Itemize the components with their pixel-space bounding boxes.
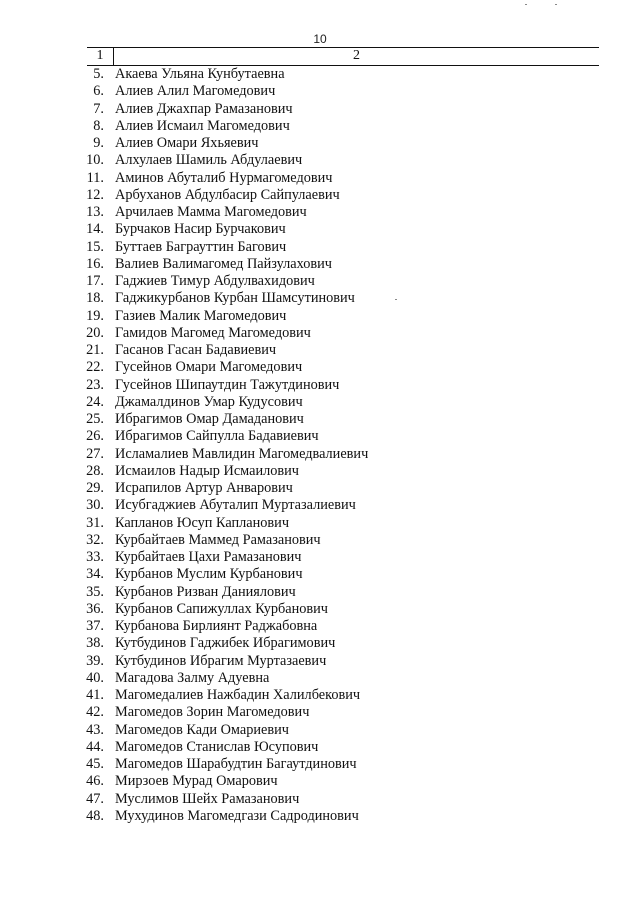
list-item bbox=[80, 515, 600, 532]
list-item-number: 24. bbox=[86, 393, 104, 410]
list-item bbox=[80, 584, 600, 601]
list-item bbox=[80, 204, 600, 221]
list-item bbox=[80, 239, 600, 256]
list-item-name: Исмаилов Надыр Исмаилович bbox=[115, 462, 299, 479]
list-item-name: Алхулаев Шамиль Абдулаевич bbox=[115, 152, 303, 169]
list-item-number: 40. bbox=[86, 669, 104, 686]
list-item bbox=[80, 118, 600, 135]
list-item-number: 23. bbox=[86, 376, 104, 393]
list-item-number: 31. bbox=[86, 514, 104, 531]
list-item-name: Валиев Валимагомед Пайзулахович bbox=[115, 255, 333, 272]
list-item bbox=[80, 463, 600, 480]
list-item-name: Гаджикурбанов Курбан Шамсутинович bbox=[115, 290, 355, 307]
list-item-number: 26. bbox=[86, 428, 104, 445]
list-item-number: 22. bbox=[86, 359, 104, 376]
table-header-column-number: 1 bbox=[96, 48, 104, 63]
list-item-number: 38. bbox=[86, 635, 104, 652]
list-item-name: Джамалдинов Умар Кудусович bbox=[115, 393, 303, 410]
list-item-name: Исрапилов Артур Анварович bbox=[115, 480, 293, 497]
list-item-number: 36. bbox=[86, 600, 104, 617]
list-item-name: Аминов Абуталиб Нурмагомедович bbox=[115, 169, 333, 186]
list-item bbox=[80, 359, 600, 376]
list-item-number: 13. bbox=[86, 204, 104, 221]
list-item-name: Магадова Залму Адуевна bbox=[115, 669, 270, 686]
list-item-number: 6. bbox=[93, 83, 104, 100]
list-item bbox=[80, 653, 600, 670]
list-item bbox=[80, 394, 600, 411]
list-item bbox=[80, 221, 600, 238]
list-item-number: 33. bbox=[86, 549, 104, 566]
list-item bbox=[80, 532, 600, 549]
list-item bbox=[80, 83, 600, 100]
table-header-column-name: 2 bbox=[353, 48, 360, 63]
list-item bbox=[80, 601, 600, 618]
list-item-number: 19. bbox=[86, 307, 104, 324]
list-item-name: Арчилаев Мамма Магомедович bbox=[115, 204, 307, 221]
list-item-number: 39. bbox=[86, 652, 104, 669]
list-item bbox=[80, 308, 600, 325]
list-item-number: 41. bbox=[86, 687, 104, 704]
list-item-number: 8. bbox=[93, 117, 104, 134]
list-item-number: 28. bbox=[86, 462, 104, 479]
list-item-name: Гамидов Магомед Магомедович bbox=[115, 324, 311, 341]
list-item-name: Курбанов Сапижуллах Курбанович bbox=[115, 600, 329, 617]
list-item bbox=[80, 187, 600, 204]
list-item bbox=[80, 722, 600, 739]
list-item-name: Курбайтаев Маммед Рамазанович bbox=[115, 531, 321, 548]
list-item bbox=[80, 549, 600, 566]
list-item-name: Акаева Ульяна Кунбутаевна bbox=[115, 66, 285, 83]
list-item-number: 35. bbox=[86, 583, 104, 600]
list-item bbox=[80, 377, 600, 394]
list-item-name: Магомедов Кади Омариевич bbox=[115, 721, 289, 738]
list-item-name: Кутбудинов Ибрагим Муртазаевич bbox=[115, 652, 327, 669]
list-item-name: Арбуханов Абдулбасир Сайпулаевич bbox=[115, 186, 340, 203]
list-item-number: 32. bbox=[86, 531, 104, 548]
list-item-number: 14. bbox=[86, 221, 104, 238]
list-item-number: 27. bbox=[86, 445, 104, 462]
scan-speck bbox=[525, 4, 527, 5]
list-item-number: 17. bbox=[86, 273, 104, 290]
list-item-number: 21. bbox=[86, 342, 104, 359]
list-item-number: 29. bbox=[86, 480, 104, 497]
scan-speck bbox=[555, 4, 557, 5]
list-item-number: 44. bbox=[86, 738, 104, 755]
list-item bbox=[80, 670, 600, 687]
scan-speck bbox=[395, 299, 397, 300]
list-item-name: Алиев Алил Магомедович bbox=[115, 83, 276, 100]
list-item-name: Буттаев Баграуттин Багович bbox=[115, 238, 287, 255]
list-item bbox=[80, 497, 600, 514]
list-item bbox=[80, 411, 600, 428]
list-item-name: Магомедалиев Нажбадин Халилбекович bbox=[115, 687, 361, 704]
list-item-name: Капланов Юсуп Капланович bbox=[115, 514, 290, 531]
list-item-number: 18. bbox=[86, 290, 104, 307]
list-item bbox=[80, 704, 600, 721]
list-item-name: Мухудинов Магомедгази Садродинович bbox=[115, 807, 359, 824]
list-item bbox=[80, 791, 600, 808]
list-item-number: 7. bbox=[93, 100, 104, 117]
list-item bbox=[80, 808, 600, 825]
list-item-name: Исламалиев Мавлидин Магомедвалиевич bbox=[115, 445, 369, 462]
list-item bbox=[80, 618, 600, 635]
list-item bbox=[80, 446, 600, 463]
list-item-number: 48. bbox=[86, 807, 104, 824]
list-item-number: 30. bbox=[86, 497, 104, 514]
list-item bbox=[80, 739, 600, 756]
list-item bbox=[80, 566, 600, 583]
page-number: 10 bbox=[313, 32, 327, 46]
list-item-number: 25. bbox=[86, 411, 104, 428]
list-item bbox=[80, 480, 600, 497]
list-item-name: Магомедов Зорин Магомедович bbox=[115, 704, 310, 721]
list-item bbox=[80, 152, 600, 169]
list-item-number: 43. bbox=[86, 721, 104, 738]
list-item bbox=[80, 101, 600, 118]
list-item-number: 45. bbox=[86, 756, 104, 773]
list-item bbox=[80, 135, 600, 152]
list-item-name: Гусейнов Омари Магомедович bbox=[115, 359, 303, 376]
list-item-name: Мирзоев Мурад Омарович bbox=[115, 773, 278, 790]
list-item bbox=[80, 273, 600, 290]
list-item-number: 34. bbox=[86, 566, 104, 583]
list-item-number: 12. bbox=[86, 186, 104, 203]
list-item-name: Гасанов Гасан Бадавиевич bbox=[115, 342, 277, 359]
list-item-number: 47. bbox=[86, 790, 104, 807]
list-item-number: 46. bbox=[86, 773, 104, 790]
list-item-name: Бурчаков Насир Бурчакович bbox=[115, 221, 286, 238]
list-item bbox=[80, 342, 600, 359]
list-item-name: Курбанов Муслим Курбанович bbox=[115, 566, 303, 583]
list-item bbox=[80, 428, 600, 445]
list-item-number: 11. bbox=[86, 169, 104, 186]
list-item-name: Алиев Джахпар Рамазанович bbox=[115, 100, 293, 117]
list-item bbox=[80, 256, 600, 273]
list-item-name: Курбанов Ризван Даниялович bbox=[115, 583, 296, 600]
list-item-name: Курбанова Бирлиянт Раджабовна bbox=[115, 618, 318, 635]
list-item-name: Магомедов Шарабудтин Багаутдинович bbox=[115, 756, 357, 773]
list-item-number: 10. bbox=[86, 152, 104, 169]
list-item-number: 9. bbox=[93, 135, 104, 152]
list-item-number: 20. bbox=[86, 324, 104, 341]
list-item-name: Гусейнов Шипаутдин Тажутдинович bbox=[115, 376, 340, 393]
list-item-name: Кутбудинов Гаджибек Ибрагимович bbox=[115, 635, 336, 652]
list-item-name: Магомедов Станислав Юсупович bbox=[115, 738, 319, 755]
list-item-number: 42. bbox=[86, 704, 104, 721]
list-item-name: Исубгаджиев Абуталип Муртазалиевич bbox=[115, 497, 356, 514]
list-item-number: 37. bbox=[86, 618, 104, 635]
list-item-name: Алиев Исмаил Магомедович bbox=[115, 117, 290, 134]
list-item bbox=[80, 290, 600, 307]
list-item bbox=[80, 687, 600, 704]
name-list bbox=[80, 66, 600, 825]
list-item-number: 16. bbox=[86, 255, 104, 272]
list-item-number: 15. bbox=[86, 238, 104, 255]
list-item-name: Ибрагимов Сайпулла Бадавиевич bbox=[115, 428, 319, 445]
list-item-number: 5. bbox=[93, 66, 104, 83]
list-item bbox=[80, 325, 600, 342]
list-item bbox=[80, 756, 600, 773]
list-item bbox=[80, 773, 600, 790]
list-item bbox=[80, 170, 600, 187]
list-item-name: Муслимов Шейх Рамазанович bbox=[115, 790, 300, 807]
list-item-name: Гаджиев Тимур Абдулвахидович bbox=[115, 273, 315, 290]
list-item-name: Газиев Малик Магомедович bbox=[115, 307, 287, 324]
list-item bbox=[80, 66, 600, 83]
list-item-name: Алиев Омари Яхьяевич bbox=[115, 135, 259, 152]
list-item-name: Ибрагимов Омар Дамаданович bbox=[115, 411, 304, 428]
list-item-name: Курбайтаев Цахи Рамазанович bbox=[115, 549, 302, 566]
list-item bbox=[80, 635, 600, 652]
